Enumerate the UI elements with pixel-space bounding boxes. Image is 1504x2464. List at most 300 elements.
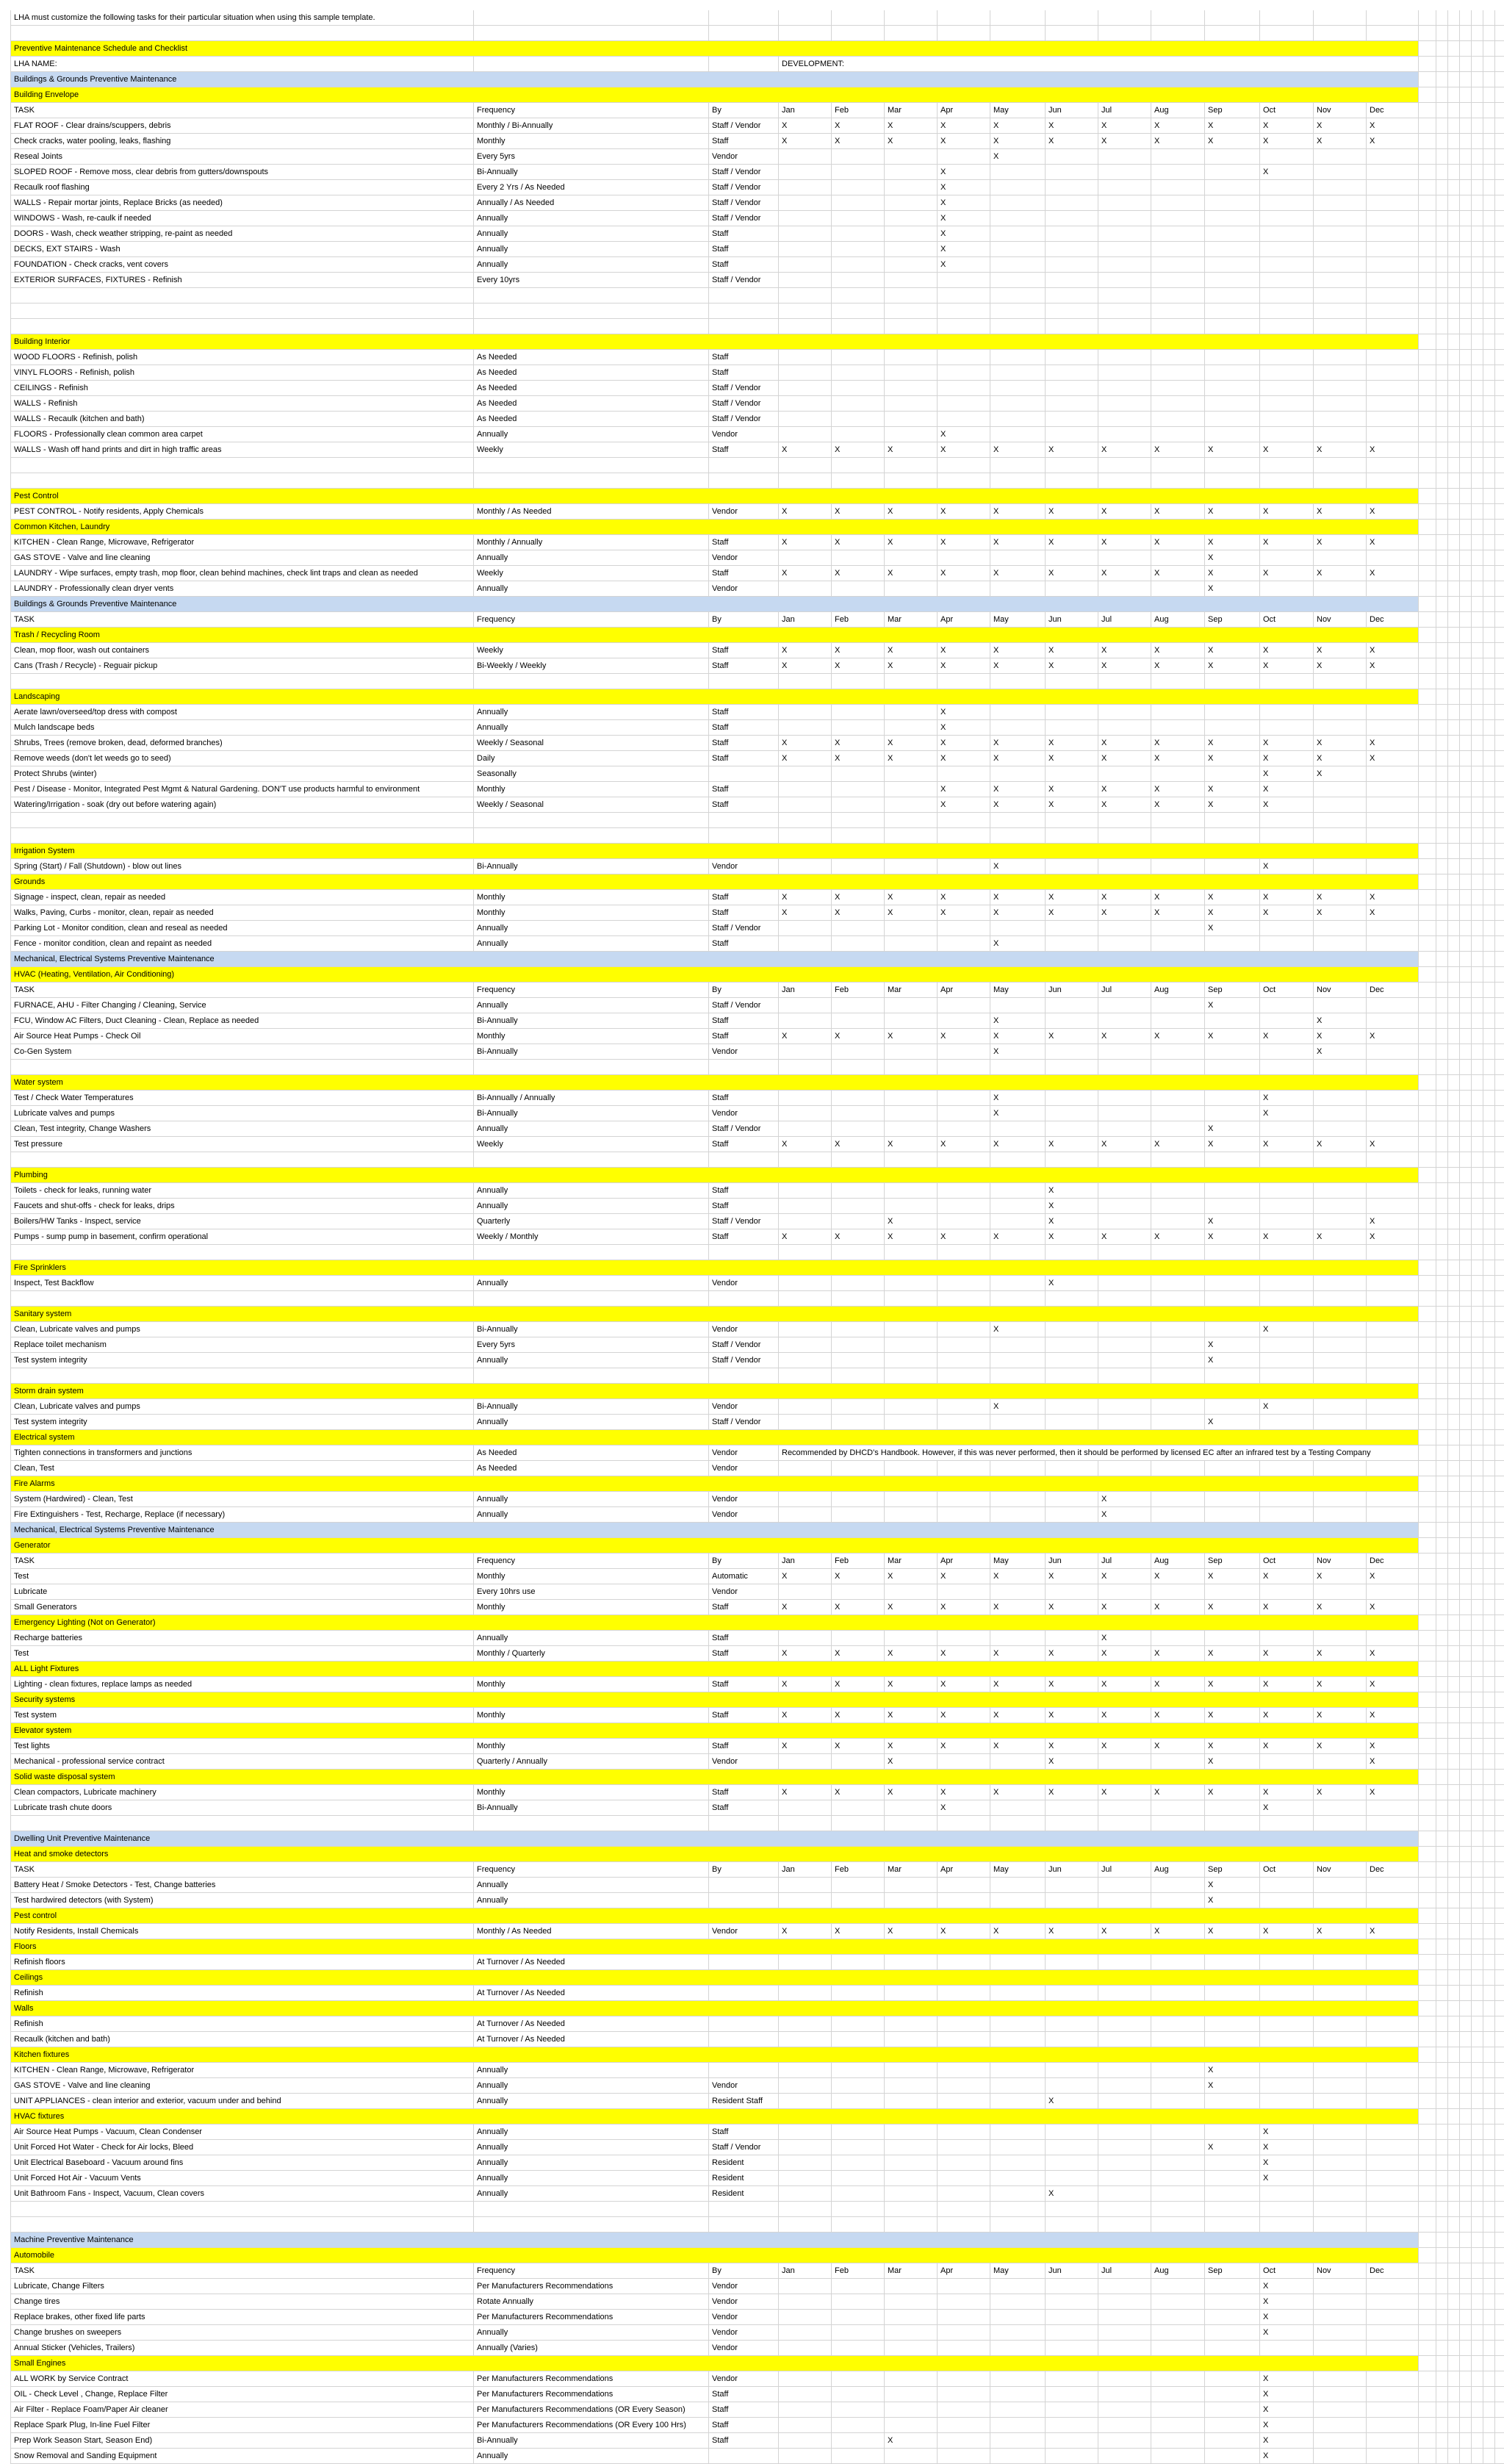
month-cell-mar[interactable]: X [884,751,937,766]
month-cell-aug[interactable] [1151,211,1203,226]
month-cell-sep[interactable]: X [1204,797,1257,813]
month-cell-mar[interactable] [884,242,937,257]
month-cell-oct[interactable] [1259,2078,1312,2094]
month-cell-mar[interactable] [884,1800,937,1816]
frequency-cell[interactable]: Frequency [473,983,708,998]
month-cell-dec[interactable] [1366,2124,1419,2140]
by-cell[interactable]: Vendor [708,1106,778,1121]
task-cell[interactable]: TASK [10,983,473,998]
month-cell-aug[interactable]: X [1151,782,1203,797]
month-cell-nov[interactable] [1313,2140,1366,2155]
task-cell[interactable]: Small Generators [10,1600,473,1615]
frequency-cell[interactable]: Bi-Annually [473,1013,708,1029]
month-cell-aug[interactable] [1151,2016,1203,2032]
month-cell-oct[interactable]: X [1259,1924,1312,1939]
month-cell-may[interactable]: X [990,442,1043,458]
by-cell[interactable]: Staff [708,890,778,905]
month-cell-oct[interactable]: X [1259,1785,1312,1800]
by-cell[interactable] [708,1878,778,1893]
month-cell-jun[interactable]: X [1045,566,1098,581]
month-cell-mar[interactable]: X [884,1029,937,1044]
category-title-cell[interactable]: Grounds [10,874,1406,890]
month-cell-nov[interactable] [1313,2371,1366,2387]
month-cell-nov[interactable] [1313,720,1366,736]
month-header-aug[interactable]: Aug [1151,983,1203,998]
category-title-cell[interactable]: Security systems [10,1692,1406,1708]
month-cell-aug[interactable] [1151,1800,1203,1816]
month-cell-apr[interactable]: X [937,782,990,797]
month-cell-nov[interactable] [1313,180,1366,195]
task-cell[interactable]: Unit Forced Hot Water - Check for Air locks, Bleed [10,2140,473,2155]
month-cell-sep[interactable]: X [1204,1569,1257,1584]
task-cell[interactable]: Co-Gen System [10,1044,473,1060]
month-header-jan[interactable]: Jan [778,983,831,998]
month-cell-apr[interactable]: X [937,195,990,211]
month-header-jun[interactable]: Jun [1045,612,1098,628]
month-cell-feb[interactable]: X [831,118,884,134]
month-cell-sep[interactable] [1204,381,1257,396]
by-cell[interactable]: Staff [708,1631,778,1646]
frequency-cell[interactable]: Quarterly [473,1214,708,1229]
month-cell-oct[interactable]: X [1259,2402,1312,2418]
month-cell-sep[interactable] [1204,2310,1257,2325]
month-cell-dec[interactable] [1366,412,1419,427]
month-cell-mar[interactable] [884,1276,937,1291]
month-cell-apr[interactable]: X [937,118,990,134]
task-cell[interactable]: Shrubs, Trees (remove broken, dead, deformed branches) [10,736,473,751]
by-cell[interactable]: Staff [708,442,778,458]
month-cell-apr[interactable]: X [937,1800,990,1816]
month-cell-dec[interactable] [1366,1337,1419,1353]
month-cell-apr[interactable] [937,2016,990,2032]
month-cell-jan[interactable] [778,257,831,273]
month-cell-dec[interactable] [1366,1091,1419,1106]
month-cell-apr[interactable]: X [937,1569,990,1584]
month-header-sep[interactable]: Sep [1204,612,1257,628]
month-cell-dec[interactable] [1366,1800,1419,1816]
month-cell-jan[interactable] [778,1878,831,1893]
month-cell-oct[interactable] [1259,705,1312,720]
month-cell-jul[interactable] [1098,1044,1151,1060]
by-cell[interactable]: Vendor [708,859,778,874]
month-cell-jan[interactable] [778,2078,831,2094]
month-cell-jan[interactable] [778,1800,831,1816]
month-cell-nov[interactable] [1313,2325,1366,2341]
month-cell-sep[interactable] [1204,1013,1257,1029]
month-cell-feb[interactable] [831,936,884,952]
task-cell[interactable]: Aerate lawn/overseed/top dress with compost [10,705,473,720]
month-cell-dec[interactable] [1366,211,1419,226]
month-header-oct[interactable]: Oct [1259,612,1312,628]
month-header-mar[interactable]: Mar [884,103,937,118]
by-cell[interactable]: Staff [708,1229,778,1245]
by-cell[interactable]: Staff [708,905,778,921]
frequency-cell[interactable]: Annually [473,2140,708,2155]
month-cell-jan[interactable] [778,1399,831,1415]
month-cell-jul[interactable] [1098,1893,1151,1908]
month-cell-jul[interactable] [1098,859,1151,874]
month-cell-jan[interactable] [778,2016,831,2032]
month-cell-jan[interactable] [778,1754,831,1770]
month-cell-may[interactable] [990,720,1043,736]
month-cell-jul[interactable] [1098,2418,1151,2433]
month-cell-apr[interactable] [937,2294,990,2310]
month-cell-apr[interactable]: X [937,180,990,195]
month-cell-aug[interactable] [1151,2171,1203,2186]
month-cell-jan[interactable]: X [778,566,831,581]
task-cell[interactable]: Walks, Paving, Curbs - monitor, clean, repair as needed [10,905,473,921]
by-cell[interactable]: Staff [708,643,778,658]
month-cell-apr[interactable] [937,350,990,365]
task-cell[interactable]: Protect Shrubs (winter) [10,766,473,782]
frequency-cell[interactable]: As Needed [473,365,708,381]
task-cell[interactable]: DECKS, EXT STAIRS - Wash [10,242,473,257]
month-cell-jun[interactable] [1045,149,1098,165]
month-cell-jan[interactable] [778,1276,831,1291]
month-cell-oct[interactable]: X [1259,1646,1312,1662]
month-cell-apr[interactable] [937,921,990,936]
month-cell-jul[interactable]: X [1098,1229,1151,1245]
month-header-jul[interactable]: Jul [1098,612,1151,628]
category-title-cell[interactable]: Emergency Lighting (Not on Generator) [10,1615,1406,1631]
month-cell-jun[interactable] [1045,195,1098,211]
task-cell[interactable]: Spring (Start) / Fall (Shutdown) - blow out lines [10,859,473,874]
month-cell-feb[interactable] [831,2171,884,2186]
month-cell-oct[interactable]: X [1259,905,1312,921]
month-header-nov[interactable]: Nov [1313,1554,1366,1569]
month-cell-feb[interactable] [831,1584,884,1600]
frequency-cell[interactable]: Monthly / Quarterly [473,1646,708,1662]
month-cell-feb[interactable]: X [831,890,884,905]
month-cell-aug[interactable] [1151,1337,1203,1353]
month-cell-jun[interactable] [1045,2279,1098,2294]
month-cell-mar[interactable] [884,2124,937,2140]
month-cell-oct[interactable] [1259,1276,1312,1291]
by-cell[interactable]: Staff [708,2387,778,2402]
frequency-cell[interactable]: Weekly / Monthly [473,1229,708,1245]
month-cell-aug[interactable] [1151,1893,1203,1908]
month-cell-oct[interactable]: X [1259,1677,1312,1692]
month-cell-mar[interactable]: X [884,1924,937,1939]
frequency-cell[interactable]: Monthly [473,890,708,905]
month-cell-sep[interactable] [1204,1800,1257,1816]
month-cell-apr[interactable] [937,2171,990,2186]
frequency-cell[interactable]: Annually [473,2124,708,2140]
month-cell-mar[interactable]: X [884,736,937,751]
by-cell[interactable]: By [708,1554,778,1569]
month-cell-jun[interactable]: X [1045,658,1098,674]
month-cell-jul[interactable] [1098,2140,1151,2155]
month-cell-jul[interactable]: X [1098,643,1151,658]
month-cell-nov[interactable] [1313,1322,1366,1337]
month-cell-feb[interactable] [831,1399,884,1415]
month-cell-feb[interactable] [831,2032,884,2047]
month-cell-aug[interactable] [1151,2078,1203,2094]
frequency-cell[interactable]: Annually / As Needed [473,195,708,211]
month-cell-nov[interactable] [1313,1631,1366,1646]
month-header-dec[interactable]: Dec [1366,612,1419,628]
month-cell-feb[interactable] [831,1013,884,1029]
month-cell-oct[interactable]: X [1259,1708,1312,1723]
task-cell[interactable]: Test system integrity [10,1415,473,1430]
month-cell-mar[interactable] [884,1955,937,1970]
by-cell[interactable]: Resident [708,2155,778,2171]
month-cell-jul[interactable] [1098,396,1151,412]
month-cell-jan[interactable] [778,226,831,242]
month-cell-feb[interactable] [831,10,884,26]
month-cell-may[interactable] [990,1199,1043,1214]
month-cell-mar[interactable]: X [884,1137,937,1152]
month-cell-sep[interactable]: X [1204,1893,1257,1908]
month-cell-oct[interactable]: X [1259,2418,1312,2433]
month-cell-aug[interactable] [1151,550,1203,566]
task-cell[interactable]: Refinish floors [10,1955,473,1970]
month-cell-nov[interactable]: X [1313,1739,1366,1754]
month-cell-nov[interactable] [1313,797,1366,813]
by-cell[interactable]: Resident [708,2186,778,2202]
month-cell-mar[interactable] [884,1121,937,1137]
task-cell[interactable]: WINDOWS - Wash, re-caulk if needed [10,211,473,226]
task-cell[interactable]: Test [10,1646,473,1662]
month-cell-apr[interactable] [937,1106,990,1121]
category-title-cell[interactable]: Sanitary system [10,1307,1406,1322]
month-cell-mar[interactable]: X [884,1214,937,1229]
month-cell-nov[interactable] [1313,257,1366,273]
frequency-cell[interactable]: Bi-Weekly / Weekly [473,658,708,674]
month-cell-jun[interactable] [1045,2155,1098,2171]
month-cell-jul[interactable]: X [1098,1785,1151,1800]
frequency-cell[interactable]: At Turnover / As Needed [473,2016,708,2032]
month-cell-may[interactable] [990,2186,1043,2202]
by-cell[interactable]: Staff / Vendor [708,412,778,427]
month-cell-nov[interactable] [1313,2063,1366,2078]
by-cell[interactable]: Staff [708,1600,778,1615]
month-cell-jul[interactable] [1098,936,1151,952]
month-cell-sep[interactable] [1204,2433,1257,2449]
month-cell-jun[interactable] [1045,165,1098,180]
month-cell-jun[interactable] [1045,1013,1098,1029]
month-header-mar[interactable]: Mar [884,612,937,628]
month-cell-mar[interactable] [884,550,937,566]
frequency-cell[interactable]: Annually [473,1893,708,1908]
month-cell-jan[interactable] [778,2155,831,2171]
month-cell-mar[interactable] [884,705,937,720]
month-cell-dec[interactable] [1366,2094,1419,2109]
month-cell-oct[interactable] [1259,2186,1312,2202]
month-cell-jan[interactable] [778,1183,831,1199]
month-cell-aug[interactable] [1151,1507,1203,1523]
month-cell-mar[interactable] [884,797,937,813]
month-cell-oct[interactable] [1259,1199,1312,1214]
task-cell[interactable]: Replace Spark Plug, In-line Fuel Filter [10,2418,473,2433]
by-cell[interactable]: Staff / Vendor [708,381,778,396]
month-cell-dec[interactable] [1366,427,1419,442]
by-cell[interactable]: Vendor [708,2078,778,2094]
month-cell-jun[interactable] [1045,2341,1098,2356]
month-cell-sep[interactable]: X [1204,504,1257,520]
month-cell-jul[interactable] [1098,720,1151,736]
month-cell-jun[interactable]: X [1045,442,1098,458]
month-cell-apr[interactable] [937,1214,990,1229]
by-cell[interactable]: Staff [708,782,778,797]
category-title-cell[interactable]: Common Kitchen, Laundry [10,520,1406,535]
month-cell-oct[interactable]: X [1259,1137,1312,1152]
frequency-cell[interactable]: Quarterly / Annually [473,1754,708,1770]
month-cell-jul[interactable]: X [1098,504,1151,520]
month-cell-aug[interactable] [1151,1461,1203,1476]
category-title-cell[interactable]: Irrigation System [10,844,1406,859]
month-cell-sep[interactable] [1204,1461,1257,1476]
month-cell-oct[interactable]: X [1259,2140,1312,2155]
month-cell-nov[interactable] [1313,396,1366,412]
month-cell-sep[interactable] [1204,936,1257,952]
month-cell-feb[interactable]: X [831,1600,884,1615]
month-cell-feb[interactable] [831,550,884,566]
month-cell-sep[interactable]: X [1204,921,1257,936]
category-title-cell[interactable]: Heat and smoke detectors [10,1847,1406,1862]
category-title-cell[interactable]: Elevator system [10,1723,1406,1739]
month-cell-jul[interactable] [1098,2449,1151,2464]
month-cell-may[interactable]: X [990,504,1043,520]
frequency-cell[interactable]: Annually [473,581,708,597]
month-cell-nov[interactable] [1313,782,1366,797]
month-cell-dec[interactable] [1366,242,1419,257]
month-cell-aug[interactable]: X [1151,504,1203,520]
by-cell[interactable]: Staff [708,2124,778,2140]
month-cell-may[interactable] [990,2140,1043,2155]
task-cell[interactable]: Faucets and shut-offs - check for leaks, drips [10,1199,473,1214]
month-cell-jun[interactable] [1045,1337,1098,1353]
category-title-cell[interactable]: Automobile [10,2248,1406,2263]
month-cell-apr[interactable]: X [937,211,990,226]
month-cell-sep[interactable]: X [1204,566,1257,581]
month-cell-feb[interactable] [831,2325,884,2341]
month-cell-jul[interactable] [1098,1106,1151,1121]
month-cell-jan[interactable] [778,2449,831,2464]
month-cell-feb[interactable] [831,412,884,427]
task-cell[interactable]: CEILINGS - Refinish [10,381,473,396]
month-cell-apr[interactable]: X [937,658,990,674]
task-cell[interactable]: Check cracks, water pooling, leaks, flashing [10,134,473,149]
month-cell-jun[interactable] [1045,180,1098,195]
frequency-cell[interactable]: Every 2 Yrs / As Needed [473,180,708,195]
month-header-oct[interactable]: Oct [1259,103,1312,118]
month-cell-sep[interactable] [1204,242,1257,257]
month-cell-sep[interactable] [1204,2449,1257,2464]
month-cell-dec[interactable]: X [1366,658,1419,674]
month-cell-apr[interactable] [937,1955,990,1970]
month-cell-oct[interactable]: X [1259,118,1312,134]
month-cell-jul[interactable]: X [1098,1677,1151,1692]
month-cell-dec[interactable] [1366,720,1419,736]
task-cell[interactable]: Test [10,1569,473,1584]
month-cell-jul[interactable]: X [1098,905,1151,921]
month-cell-sep[interactable] [1204,273,1257,288]
month-cell-mar[interactable] [884,766,937,782]
month-cell-aug[interactable] [1151,10,1203,26]
category-title-cell[interactable]: Storm drain system [10,1384,1406,1399]
month-cell-may[interactable]: X [990,1229,1043,1245]
month-cell-jul[interactable]: X [1098,442,1151,458]
by-cell[interactable]: Staff / Vendor [708,1353,778,1368]
month-cell-oct[interactable] [1259,581,1312,597]
month-cell-mar[interactable] [884,180,937,195]
month-cell-jun[interactable] [1045,720,1098,736]
task-cell[interactable]: Fire Extinguishers - Test, Recharge, Replace (if necessary) [10,1507,473,1523]
month-cell-oct[interactable] [1259,1337,1312,1353]
month-cell-nov[interactable]: X [1313,658,1366,674]
month-cell-may[interactable]: X [990,566,1043,581]
month-cell-nov[interactable] [1313,2387,1366,2402]
task-cell[interactable]: SLOPED ROOF - Remove moss, clear debris from gutters/downspouts [10,165,473,180]
by-cell[interactable]: By [708,612,778,628]
task-cell[interactable]: Prep Work Season Start, Season End) [10,2433,473,2449]
month-cell-sep[interactable] [1204,705,1257,720]
month-cell-jan[interactable]: X [778,442,831,458]
frequency-cell[interactable]: Every 5yrs [473,1337,708,1353]
month-cell-sep[interactable]: X [1204,1924,1257,1939]
frequency-cell[interactable]: Annually [473,1276,708,1291]
by-cell[interactable]: Staff [708,1785,778,1800]
month-cell-apr[interactable]: X [937,257,990,273]
task-cell[interactable]: WALLS - Refinish [10,396,473,412]
month-cell-feb[interactable]: X [831,1137,884,1152]
month-cell-mar[interactable] [884,1322,937,1337]
month-cell-sep[interactable]: X [1204,1415,1257,1430]
month-cell-mar[interactable] [884,257,937,273]
month-cell-nov[interactable] [1313,1214,1366,1229]
month-cell-jun[interactable]: X [1045,782,1098,797]
month-cell-jun[interactable] [1045,1893,1098,1908]
month-cell-dec[interactable]: X [1366,1739,1419,1754]
task-cell[interactable]: Remove weeds (don't let weeds go to seed) [10,751,473,766]
frequency-cell[interactable]: Weekly / Seasonal [473,797,708,813]
month-cell-oct[interactable]: X [1259,859,1312,874]
month-cell-apr[interactable]: X [937,1785,990,1800]
month-cell-may[interactable]: X [990,936,1043,952]
month-cell-aug[interactable]: X [1151,1646,1203,1662]
month-header-sep[interactable]: Sep [1204,1862,1257,1878]
month-cell-jul[interactable]: X [1098,751,1151,766]
month-cell-mar[interactable] [884,273,937,288]
month-cell-jun[interactable] [1045,2063,1098,2078]
month-cell-jan[interactable] [778,1337,831,1353]
month-cell-sep[interactable]: X [1204,1229,1257,1245]
month-cell-oct[interactable]: X [1259,2124,1312,2140]
month-cell-jul[interactable] [1098,581,1151,597]
month-cell-jan[interactable] [778,859,831,874]
month-cell-feb[interactable] [831,226,884,242]
month-cell-feb[interactable]: X [831,643,884,658]
by-cell[interactable]: Staff / Vendor [708,998,778,1013]
by-cell[interactable]: Staff [708,1199,778,1214]
by-cell[interactable]: Staff [708,1137,778,1152]
month-cell-jan[interactable] [778,2325,831,2341]
month-cell-mar[interactable] [884,1878,937,1893]
month-cell-mar[interactable]: X [884,134,937,149]
by-cell[interactable] [708,10,778,26]
month-cell-oct[interactable] [1259,195,1312,211]
by-cell[interactable]: Staff [708,1183,778,1199]
month-cell-nov[interactable] [1313,859,1366,874]
month-cell-dec[interactable]: X [1366,1708,1419,1723]
task-cell[interactable]: TASK [10,612,473,628]
month-cell-aug[interactable] [1151,427,1203,442]
month-cell-feb[interactable] [831,165,884,180]
task-cell[interactable]: Toilets - check for leaks, running water [10,1183,473,1199]
month-cell-jun[interactable] [1045,2078,1098,2094]
task-cell[interactable]: Test system [10,1708,473,1723]
